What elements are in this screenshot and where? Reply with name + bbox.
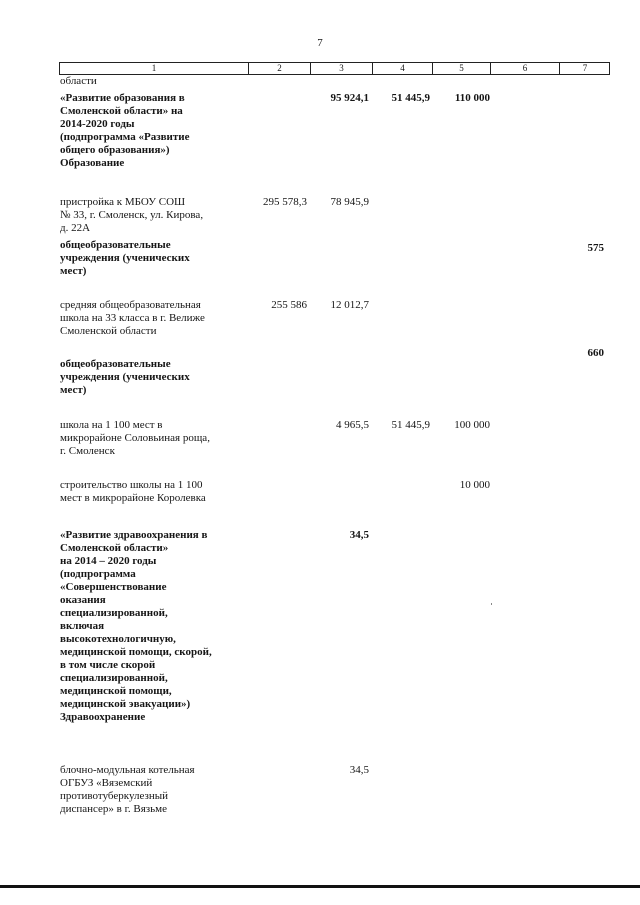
table-cell-label: пристройка к МБОУ СОШ № 33, г. Смоленск, ул. Кирова, д. 22А [60,196,204,234]
table-cell-col3: 34,5 [349,529,369,541]
table-cell-col5: 100 000 [454,419,490,431]
table-cell-col2: 255 586 [271,299,307,311]
table-cell-col3: 12 012,7 [330,299,369,311]
table-cell-col5: 10 000 [459,479,490,491]
column-number-6: 6 [490,62,559,74]
column-number-1: 1 [151,63,157,73]
table-cell-col2: 295 578,3 [263,196,307,208]
table-cell-label: строительство школы на 1 100 мест в микрорайоне Королевка [60,479,206,504]
column-number-4: 4 [372,62,432,74]
table-cell-col5: 110 000 [454,92,490,104]
column-number-2: 2 [248,62,310,74]
table-cell-label: области [60,75,97,87]
table-cell-label: общеобразовательные учреждения (ученических мест) [60,239,190,277]
column-number-3: 3 [310,62,372,74]
page-number: 7 [317,37,323,49]
table-cell-label: средняя общеобразовательная школа на 33 класса в г. Велиже Смоленской области [60,299,205,337]
table-cell-col7: 575 [587,242,604,254]
table-cell-col3: 95 924,1 [330,92,369,104]
column-number-5: 5 [432,62,490,74]
table-cell-label: общеобразовательные учреждения (ученических мест) [60,358,190,396]
table-cell-col3: 4 965,5 [336,419,369,431]
table-cell-col3: 78 945,9 [330,196,369,208]
table-cell-col3: 34,5 [349,764,369,776]
table-column-numbers [59,62,610,75]
table-cell-col4: 51 445,9 [391,419,430,431]
column-number-7: 7 [559,62,610,74]
table-cell-col4: 51 445,9 [391,92,430,104]
bottom-rule [0,885,640,888]
table-cell-label: «Развитие здравоохранения в Смоленской области» на 2014 – 2020 годы (подпрограмма «Совершенствование оказания специализированной, включая высокотехнологичную, медицинской помощи, скорой, в том числе скорой специализированной, медицинской помощи, медицинской эвакуации») Здравоохранение [60,529,212,723]
table-cell-label: школа на 1 100 мест в микрорайоне Соловьиная роща, г. Смоленск [60,419,210,457]
scan-speck [491,603,492,605]
table-cell-label: «Развитие образования в Смоленской области» на 2014-2020 годы (подпрограмма «Развитие общего образования») Образование [60,92,190,169]
table-cell-label: блочно-модульная котельная ОГБУЗ «Вяземский противотуберкулезный диспансер» в г. Вязьме [60,764,195,815]
table-cell-col7: 660 [587,347,604,359]
